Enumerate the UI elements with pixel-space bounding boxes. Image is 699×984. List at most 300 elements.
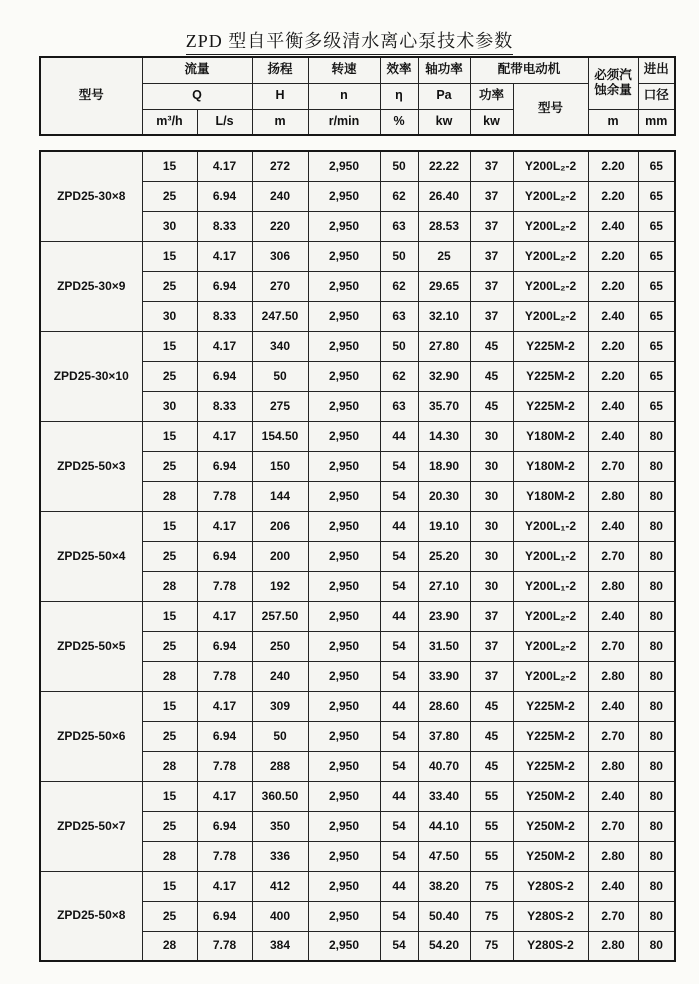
data-cell-motor-power-kw: 37 (470, 661, 513, 691)
data-cell-eff-pct: 44 (380, 421, 418, 451)
data-cell-motor-power-kw: 55 (470, 781, 513, 811)
data-cell-flow-m3h: 25 (142, 541, 197, 571)
data-cell-diameter-mm: 65 (638, 391, 675, 421)
col-header-flow: 流量 (142, 57, 252, 83)
data-cell-speed-rmin: 2,950 (308, 691, 380, 721)
data-cell-head-m: 360.50 (252, 781, 308, 811)
data-cell-npsh-m: 2.20 (588, 151, 638, 181)
data-cell-flow-m3h: 25 (142, 181, 197, 211)
unit-kw-motor: kw (470, 109, 513, 135)
col-header-npsh (588, 57, 638, 109)
data-cell-eff-pct: 44 (380, 781, 418, 811)
data-cell-flow-m3h: 30 (142, 211, 197, 241)
data-cell-npsh-m: 2.40 (588, 601, 638, 631)
data-cell-motor-model: Y280S-2 (513, 931, 588, 961)
data-cell-speed-rmin: 2,950 (308, 571, 380, 601)
data-cell-motor-model: Y200L₂-2 (513, 661, 588, 691)
data-cell-npsh-m: 2.70 (588, 901, 638, 931)
table-row (40, 691, 675, 721)
data-cell-npsh-m: 2.20 (588, 181, 638, 211)
data-cell-motor-model: Y225M-2 (513, 391, 588, 421)
data-cell-eff-pct: 62 (380, 181, 418, 211)
data-cell-head-m: 412 (252, 871, 308, 901)
pump-model-cell: ZPD25-50×7 (40, 781, 142, 871)
data-cell-npsh-m: 2.20 (588, 361, 638, 391)
data-cell-eff-pct: 54 (380, 571, 418, 601)
data-cell-flow-ls: 6.94 (197, 181, 252, 211)
data-cell-eff-pct: 54 (380, 661, 418, 691)
data-cell-speed-rmin: 2,950 (308, 721, 380, 751)
data-cell-motor-power-kw: 37 (470, 271, 513, 301)
data-cell-diameter-mm: 80 (638, 481, 675, 511)
data-cell-motor-model: Y225M-2 (513, 361, 588, 391)
data-cell-head-m: 340 (252, 331, 308, 361)
data-cell-speed-rmin: 2,950 (308, 811, 380, 841)
data-cell-head-m: 192 (252, 571, 308, 601)
data-cell-npsh-m: 2.40 (588, 391, 638, 421)
data-cell-flow-ls: 6.94 (197, 811, 252, 841)
npsh-label-line2: 蚀余量 (594, 83, 632, 98)
col-header-efficiency: 效率 (380, 57, 418, 83)
data-cell-motor-power-kw: 55 (470, 841, 513, 871)
data-cell-flow-ls: 4.17 (197, 601, 252, 631)
data-cell-motor-power-kw: 30 (470, 511, 513, 541)
data-cell-head-m: 206 (252, 511, 308, 541)
data-cell-speed-rmin: 2,950 (308, 871, 380, 901)
data-cell-motor-power-kw: 45 (470, 751, 513, 781)
data-cell-shaft-power-kw: 38.20 (418, 871, 470, 901)
data-cell-motor-model: Y200L₂-2 (513, 631, 588, 661)
col-header-pump-model: 型号 (40, 57, 142, 135)
data-cell-shaft-power-kw: 33.90 (418, 661, 470, 691)
data-cell-motor-model: Y200L₁-2 (513, 541, 588, 571)
data-cell-motor-model: Y200L₂-2 (513, 301, 588, 331)
col-header-motor: 配带电动机 (470, 57, 588, 83)
data-cell-flow-ls: 4.17 (197, 511, 252, 541)
data-cell-motor-power-kw: 37 (470, 211, 513, 241)
data-cell-motor-power-kw: 45 (470, 691, 513, 721)
data-cell-flow-m3h: 28 (142, 481, 197, 511)
table-row (40, 151, 675, 181)
data-cell-npsh-m: 2.80 (588, 481, 638, 511)
data-cell-head-m: 350 (252, 811, 308, 841)
data-cell-flow-m3h: 15 (142, 781, 197, 811)
data-cell-diameter-mm: 80 (638, 811, 675, 841)
data-cell-diameter-mm: 65 (638, 241, 675, 271)
data-cell-diameter-mm: 80 (638, 661, 675, 691)
pump-model-cell: ZPD25-30×10 (40, 331, 142, 421)
data-cell-shaft-power-kw: 31.50 (418, 631, 470, 661)
data-cell-flow-ls: 4.17 (197, 871, 252, 901)
pump-model-cell: ZPD25-30×8 (40, 151, 142, 241)
data-cell-eff-pct: 63 (380, 301, 418, 331)
data-cell-npsh-m: 2.40 (588, 691, 638, 721)
data-cell-motor-model: Y225M-2 (513, 691, 588, 721)
data-cell-eff-pct: 63 (380, 211, 418, 241)
data-cell-speed-rmin: 2,950 (308, 481, 380, 511)
data-cell-speed-rmin: 2,950 (308, 931, 380, 961)
data-cell-shaft-power-kw: 35.70 (418, 391, 470, 421)
data-cell-flow-m3h: 15 (142, 871, 197, 901)
col-header-motor-model: 型号 (513, 83, 588, 135)
data-cell-motor-model: Y200L₂-2 (513, 151, 588, 181)
data-cell-motor-power-kw: 30 (470, 571, 513, 601)
data-cell-eff-pct: 50 (380, 241, 418, 271)
data-cell-head-m: 306 (252, 241, 308, 271)
data-cell-motor-model: Y250M-2 (513, 841, 588, 871)
data-cell-motor-model: Y200L₁-2 (513, 571, 588, 601)
page-title: ZPD 型自平衡多级清水离心泵技术参数 (186, 27, 514, 55)
data-cell-diameter-mm: 65 (638, 331, 675, 361)
data-cell-shaft-power-kw: 50.40 (418, 901, 470, 931)
data-cell-flow-m3h: 15 (142, 151, 197, 181)
data-cell-shaft-power-kw: 18.90 (418, 451, 470, 481)
data-cell-motor-power-kw: 45 (470, 361, 513, 391)
data-cell-motor-model: Y200L₂-2 (513, 181, 588, 211)
data-cell-speed-rmin: 2,950 (308, 631, 380, 661)
data-cell-flow-m3h: 30 (142, 301, 197, 331)
data-cell-speed-rmin: 2,950 (308, 361, 380, 391)
data-cell-speed-rmin: 2,950 (308, 751, 380, 781)
title-container (0, 27, 699, 55)
data-cell-shaft-power-kw: 33.40 (418, 781, 470, 811)
data-cell-shaft-power-kw: 40.70 (418, 751, 470, 781)
data-cell-motor-model: Y200L₂-2 (513, 241, 588, 271)
data-cell-flow-ls: 7.78 (197, 841, 252, 871)
unit-mm: mm (638, 109, 675, 135)
unit-percent: % (380, 109, 418, 135)
data-cell-flow-m3h: 28 (142, 751, 197, 781)
data-cell-shaft-power-kw: 37.80 (418, 721, 470, 751)
data-cell-flow-m3h: 30 (142, 391, 197, 421)
data-cell-diameter-mm: 80 (638, 691, 675, 721)
data-cell-flow-ls: 4.17 (197, 241, 252, 271)
table-row (40, 871, 675, 901)
data-cell-shaft-power-kw: 20.30 (418, 481, 470, 511)
data-cell-diameter-mm: 65 (638, 181, 675, 211)
data-cell-flow-ls: 7.78 (197, 751, 252, 781)
data-cell-npsh-m: 2.20 (588, 331, 638, 361)
table-row (40, 331, 675, 361)
data-cell-flow-m3h: 28 (142, 841, 197, 871)
data-cell-motor-power-kw: 55 (470, 811, 513, 841)
data-cell-motor-power-kw: 37 (470, 151, 513, 181)
pump-model-cell: ZPD25-50×6 (40, 691, 142, 781)
data-cell-flow-m3h: 15 (142, 241, 197, 271)
data-cell-speed-rmin: 2,950 (308, 901, 380, 931)
data-cell-eff-pct: 50 (380, 331, 418, 361)
data-cell-flow-m3h: 25 (142, 271, 197, 301)
unit-m: m (252, 109, 308, 135)
data-cell-eff-pct: 63 (380, 391, 418, 421)
data-cell-speed-rmin: 2,950 (308, 301, 380, 331)
data-cell-shaft-power-kw: 29.65 (418, 271, 470, 301)
data-cell-flow-m3h: 15 (142, 511, 197, 541)
data-cell-motor-model: Y200L₂-2 (513, 271, 588, 301)
data-cell-speed-rmin: 2,950 (308, 781, 380, 811)
data-cell-flow-m3h: 15 (142, 691, 197, 721)
data-cell-diameter-mm: 65 (638, 151, 675, 181)
data-cell-diameter-mm: 80 (638, 901, 675, 931)
data-cell-npsh-m: 2.20 (588, 271, 638, 301)
data-cell-flow-ls: 6.94 (197, 451, 252, 481)
data-cell-flow-ls: 7.78 (197, 571, 252, 601)
data-cell-eff-pct: 54 (380, 721, 418, 751)
data-cell-speed-rmin: 2,950 (308, 391, 380, 421)
data-cell-eff-pct: 54 (380, 901, 418, 931)
data-cell-diameter-mm: 65 (638, 361, 675, 391)
data-cell-head-m: 257.50 (252, 601, 308, 631)
data-cell-npsh-m: 2.20 (588, 241, 638, 271)
data-cell-motor-model: Y200L₁-2 (513, 511, 588, 541)
data-cell-diameter-mm: 80 (638, 601, 675, 631)
data-cell-flow-ls: 6.94 (197, 721, 252, 751)
header-row-1 (40, 57, 675, 83)
data-cell-head-m: 336 (252, 841, 308, 871)
data-cell-flow-ls: 4.17 (197, 691, 252, 721)
data-cell-flow-ls: 6.94 (197, 901, 252, 931)
data-cell-npsh-m: 2.40 (588, 511, 638, 541)
data-cell-shaft-power-kw: 32.10 (418, 301, 470, 331)
data-cell-npsh-m: 2.40 (588, 871, 638, 901)
pump-model-cell: ZPD25-50×5 (40, 601, 142, 691)
data-cell-motor-power-kw: 37 (470, 181, 513, 211)
data-cell-speed-rmin: 2,950 (308, 241, 380, 271)
data-cell-flow-m3h: 25 (142, 721, 197, 751)
data-cell-shaft-power-kw: 28.53 (418, 211, 470, 241)
data-cell-eff-pct: 54 (380, 631, 418, 661)
data-cell-speed-rmin: 2,950 (308, 841, 380, 871)
header-table (39, 56, 676, 136)
data-cell-motor-power-kw: 37 (470, 301, 513, 331)
data-cell-npsh-m: 2.80 (588, 931, 638, 961)
data-cell-npsh-m: 2.40 (588, 781, 638, 811)
data-cell-motor-model: Y225M-2 (513, 751, 588, 781)
data-cell-shaft-power-kw: 25 (418, 241, 470, 271)
data-cell-flow-ls: 8.33 (197, 301, 252, 331)
data-cell-npsh-m: 2.40 (588, 421, 638, 451)
data-cell-flow-ls: 4.17 (197, 151, 252, 181)
data-cell-eff-pct: 54 (380, 931, 418, 961)
data-cell-head-m: 250 (252, 631, 308, 661)
data-cell-head-m: 272 (252, 151, 308, 181)
data-cell-eff-pct: 44 (380, 691, 418, 721)
data-cell-shaft-power-kw: 25.20 (418, 541, 470, 571)
data-cell-speed-rmin: 2,950 (308, 511, 380, 541)
data-cell-diameter-mm: 80 (638, 871, 675, 901)
data-cell-head-m: 144 (252, 481, 308, 511)
data-cell-shaft-power-kw: 32.90 (418, 361, 470, 391)
symbol-h: H (252, 83, 308, 109)
data-cell-flow-m3h: 25 (142, 361, 197, 391)
data-cell-flow-m3h: 15 (142, 601, 197, 631)
table-row (40, 241, 675, 271)
data-cell-diameter-mm: 80 (638, 631, 675, 661)
data-cell-motor-power-kw: 37 (470, 631, 513, 661)
data-cell-speed-rmin: 2,950 (308, 181, 380, 211)
data-cell-speed-rmin: 2,950 (308, 151, 380, 181)
data-cell-head-m: 270 (252, 271, 308, 301)
data-cell-motor-power-kw: 30 (470, 421, 513, 451)
col-header-motor-power: 功率 (470, 83, 513, 109)
data-cell-eff-pct: 50 (380, 151, 418, 181)
table-row (40, 421, 675, 451)
data-cell-shaft-power-kw: 27.10 (418, 571, 470, 601)
data-cell-shaft-power-kw: 23.90 (418, 601, 470, 631)
data-cell-diameter-mm: 80 (638, 571, 675, 601)
data-cell-npsh-m: 2.80 (588, 751, 638, 781)
data-cell-motor-power-kw: 30 (470, 481, 513, 511)
data-cell-speed-rmin: 2,950 (308, 271, 380, 301)
data-cell-speed-rmin: 2,950 (308, 331, 380, 361)
data-cell-flow-m3h: 15 (142, 421, 197, 451)
symbol-pa: Pa (418, 83, 470, 109)
data-cell-flow-m3h: 25 (142, 901, 197, 931)
data-cell-flow-ls: 4.17 (197, 331, 252, 361)
data-cell-diameter-mm: 80 (638, 751, 675, 781)
data-cell-eff-pct: 44 (380, 871, 418, 901)
col-header-diameter: 口径 (638, 83, 675, 109)
data-cell-head-m: 400 (252, 901, 308, 931)
data-cell-head-m: 275 (252, 391, 308, 421)
data-cell-motor-power-kw: 37 (470, 601, 513, 631)
data-cell-head-m: 200 (252, 541, 308, 571)
data-cell-npsh-m: 2.80 (588, 661, 638, 691)
data-cell-eff-pct: 54 (380, 481, 418, 511)
data-cell-flow-m3h: 25 (142, 451, 197, 481)
data-cell-diameter-mm: 80 (638, 541, 675, 571)
pump-model-cell: ZPD25-50×4 (40, 511, 142, 601)
data-cell-flow-ls: 7.78 (197, 481, 252, 511)
data-cell-motor-power-kw: 45 (470, 721, 513, 751)
data-cell-eff-pct: 44 (380, 601, 418, 631)
data-cell-head-m: 240 (252, 661, 308, 691)
npsh-label-line1: 必须汽 (594, 67, 632, 82)
data-cell-speed-rmin: 2,950 (308, 661, 380, 691)
data-cell-flow-ls: 6.94 (197, 631, 252, 661)
data-cell-npsh-m: 2.80 (588, 841, 638, 871)
data-cell-speed-rmin: 2,950 (308, 421, 380, 451)
col-header-speed: 转速 (308, 57, 380, 83)
unit-rmin: r/min (308, 109, 380, 135)
data-cell-diameter-mm: 80 (638, 511, 675, 541)
data-cell-npsh-m: 2.40 (588, 211, 638, 241)
data-cell-flow-ls: 6.94 (197, 541, 252, 571)
data-cell-head-m: 220 (252, 211, 308, 241)
data-cell-motor-model: Y280S-2 (513, 901, 588, 931)
data-cell-motor-model: Y180M-2 (513, 481, 588, 511)
data-cell-npsh-m: 2.70 (588, 541, 638, 571)
data-cell-motor-power-kw: 75 (470, 901, 513, 931)
data-cell-head-m: 240 (252, 181, 308, 211)
data-cell-eff-pct: 54 (380, 451, 418, 481)
data-cell-head-m: 384 (252, 931, 308, 961)
data-cell-shaft-power-kw: 19.10 (418, 511, 470, 541)
data-cell-diameter-mm: 80 (638, 841, 675, 871)
data-cell-eff-pct: 54 (380, 811, 418, 841)
data-cell-eff-pct: 62 (380, 271, 418, 301)
data-cell-diameter-mm: 80 (638, 931, 675, 961)
data-cell-diameter-mm: 80 (638, 421, 675, 451)
data-cell-motor-model: Y200L₂-2 (513, 211, 588, 241)
data-cell-speed-rmin: 2,950 (308, 451, 380, 481)
unit-kw-shaft: kw (418, 109, 470, 135)
data-cell-npsh-m: 2.40 (588, 301, 638, 331)
data-cell-diameter-mm: 65 (638, 271, 675, 301)
data-cell-flow-m3h: 25 (142, 811, 197, 841)
data-cell-flow-m3h: 28 (142, 661, 197, 691)
symbol-q: Q (142, 83, 252, 109)
data-cell-shaft-power-kw: 14.30 (418, 421, 470, 451)
data-cell-motor-power-kw: 30 (470, 451, 513, 481)
data-cell-motor-model: Y250M-2 (513, 811, 588, 841)
col-header-head: 扬程 (252, 57, 308, 83)
data-cell-npsh-m: 2.70 (588, 721, 638, 751)
data-cell-eff-pct: 44 (380, 511, 418, 541)
symbol-n: n (308, 83, 380, 109)
data-cell-flow-m3h: 25 (142, 631, 197, 661)
table-row (40, 511, 675, 541)
data-cell-head-m: 288 (252, 751, 308, 781)
data-cell-motor-power-kw: 30 (470, 541, 513, 571)
data-cell-npsh-m: 2.70 (588, 811, 638, 841)
data-cell-flow-m3h: 15 (142, 331, 197, 361)
data-cell-npsh-m: 2.80 (588, 571, 638, 601)
table-row (40, 781, 675, 811)
data-cell-speed-rmin: 2,950 (308, 541, 380, 571)
data-cell-motor-model: Y200L₂-2 (513, 601, 588, 631)
data-cell-motor-power-kw: 45 (470, 391, 513, 421)
data-cell-head-m: 309 (252, 691, 308, 721)
data-cell-head-m: 150 (252, 451, 308, 481)
data-cell-flow-ls: 7.78 (197, 931, 252, 961)
data-cell-shaft-power-kw: 26.40 (418, 181, 470, 211)
col-header-shaft-power: 轴功率 (418, 57, 470, 83)
pump-model-cell: ZPD25-30×9 (40, 241, 142, 331)
data-table (39, 150, 676, 962)
data-cell-motor-model: Y180M-2 (513, 451, 588, 481)
unit-m-npsh: m (588, 109, 638, 135)
data-cell-eff-pct: 54 (380, 541, 418, 571)
data-cell-eff-pct: 54 (380, 841, 418, 871)
data-cell-head-m: 50 (252, 361, 308, 391)
data-cell-speed-rmin: 2,950 (308, 601, 380, 631)
data-cell-head-m: 247.50 (252, 301, 308, 331)
data-cell-motor-power-kw: 45 (470, 331, 513, 361)
data-cell-motor-power-kw: 37 (470, 241, 513, 271)
pump-model-cell: ZPD25-50×8 (40, 871, 142, 961)
data-cell-flow-ls: 8.33 (197, 211, 252, 241)
data-cell-flow-ls: 7.78 (197, 661, 252, 691)
data-cell-motor-power-kw: 75 (470, 931, 513, 961)
data-cell-motor-model: Y180M-2 (513, 421, 588, 451)
data-cell-diameter-mm: 80 (638, 451, 675, 481)
data-cell-npsh-m: 2.70 (588, 451, 638, 481)
data-cell-flow-ls: 4.17 (197, 421, 252, 451)
data-cell-motor-model: Y225M-2 (513, 331, 588, 361)
data-cell-diameter-mm: 80 (638, 721, 675, 751)
data-cell-shaft-power-kw: 22.22 (418, 151, 470, 181)
data-cell-diameter-mm: 65 (638, 211, 675, 241)
data-cell-flow-m3h: 28 (142, 571, 197, 601)
data-cell-shaft-power-kw: 44.10 (418, 811, 470, 841)
data-cell-flow-ls: 6.94 (197, 271, 252, 301)
symbol-eta: η (380, 83, 418, 109)
data-cell-npsh-m: 2.70 (588, 631, 638, 661)
data-cell-flow-ls: 6.94 (197, 361, 252, 391)
data-cell-flow-ls: 4.17 (197, 781, 252, 811)
unit-ls: L/s (197, 109, 252, 135)
